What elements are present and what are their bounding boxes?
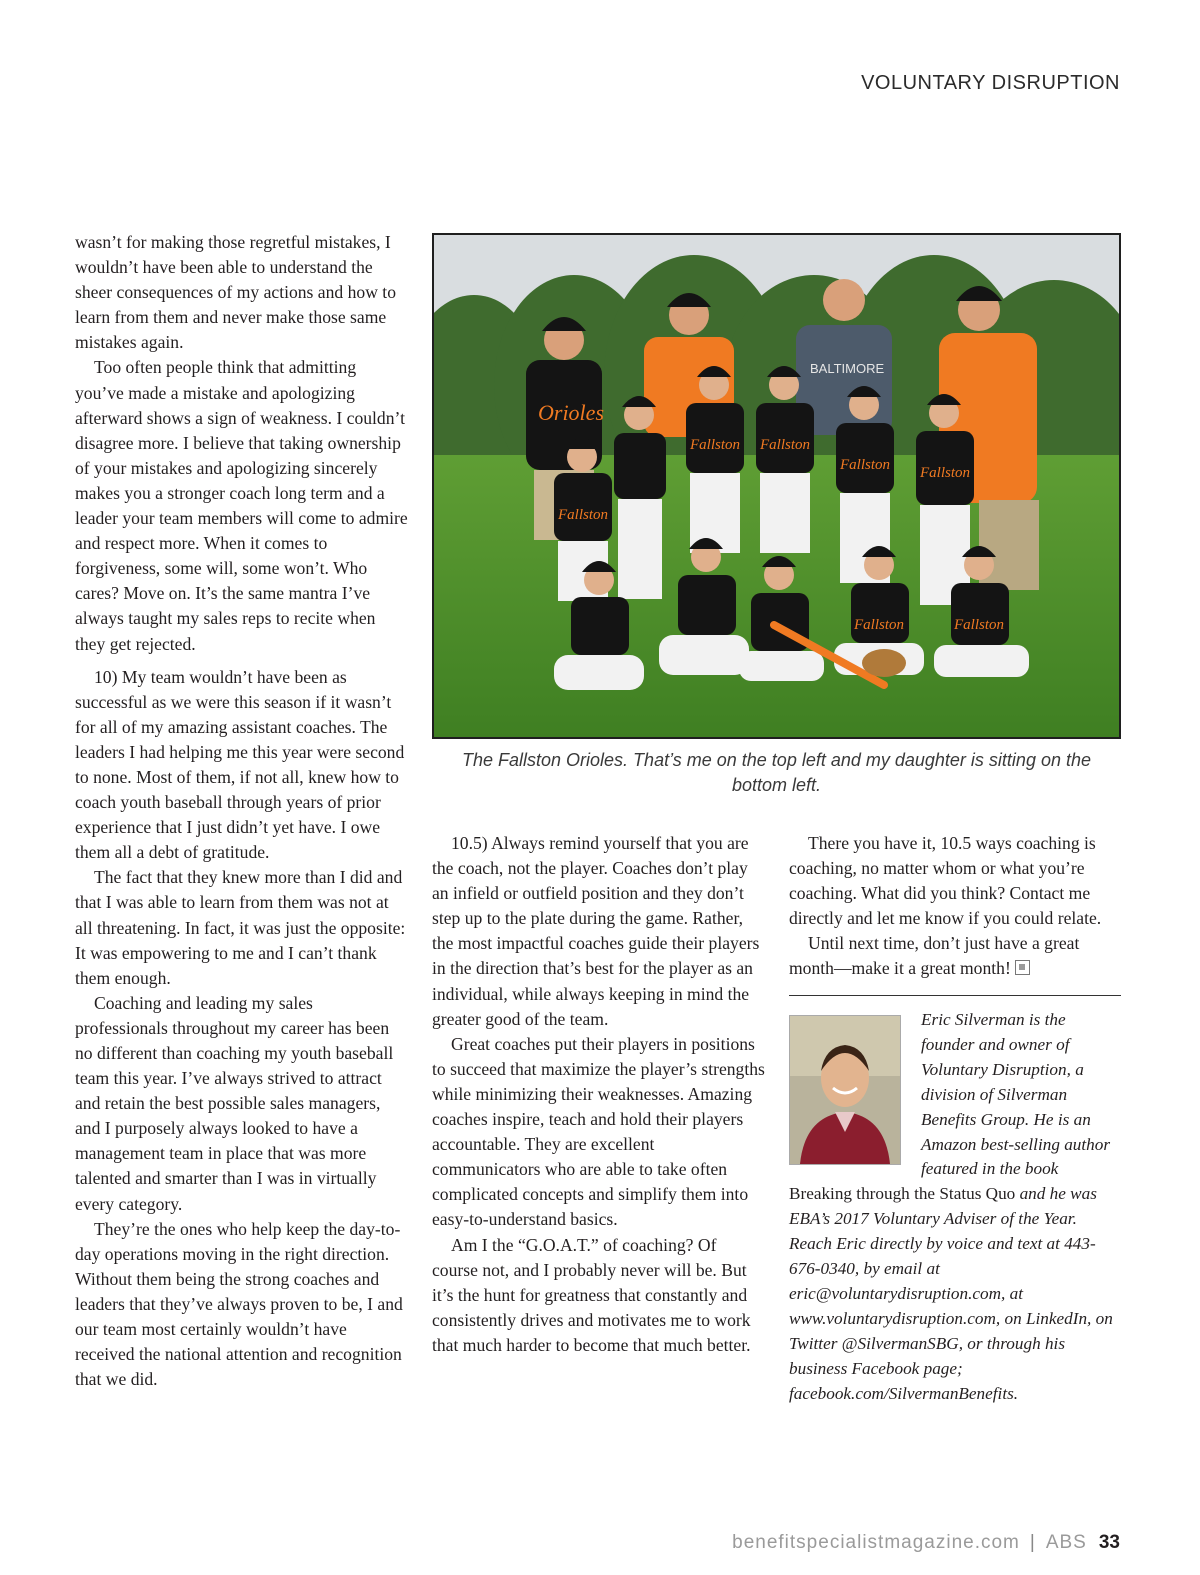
paragraph: Am I the “G.O.A.T.” of coaching? Of course not, and I probably never will be. But it’s the hunt for greatness that constantly and consistently drives and motivates me to work that much harder to become that much better. — [432, 1234, 751, 1355]
shirt-text: Fallston — [690, 437, 741, 453]
page-footer — [732, 1532, 1120, 1554]
author-headshot — [789, 1015, 901, 1165]
paragraph — [789, 931, 1121, 981]
shirt-text: Fallston — [558, 507, 609, 523]
end-of-article-icon — [1015, 960, 1030, 975]
bio-text-continued: and he was EBA’s 2017 Voluntary Adviser of the Year. Reach Eric directly by voice and text at 443-676-0340, by email at eric@voluntarydisruption.com, at www.voluntarydisruption.com, on LinkedIn, on Twitter @SilvermanSBG, or through his business Facebook page; facebook.com/SilvermanBenefits. — [789, 1184, 1113, 1403]
page-number: 33 — [1098, 1532, 1120, 1553]
paragraph: Coaching and leading my sales professionals throughout my career has been no different than coaching my youth baseball team this year. I’ve always strived to attract and retain the best possible sales managers, and I purposely always looked to have a management team in place that was more talented and smarter than I was in virtually every category. — [75, 992, 394, 1214]
footer-publication: ABS — [1045, 1532, 1087, 1553]
shirt-text: Fallston — [840, 457, 891, 473]
closing-sentence: Until next time, don’t just have a great month—make it a great month! — [789, 933, 1080, 979]
shirt-text: Fallston — [920, 465, 971, 481]
shirt-text: Fallston — [954, 617, 1005, 633]
paragraph: Great coaches put their players in positions to succeed that maximize the player’s strengths while minimizing their weaknesses. Amazing coaches inspire, teach and hold their players accountable. They are excellent communicators who are able to take often complicated concepts and simplify them into easy-to-understand basics. — [432, 1033, 765, 1230]
paragraph: 10.5) Always remind yourself that you are the coach, not the player. Coaches don’t play an infield or outfield position and they don’t step up to the plate during the game. Rather, the most impactful coaches guide their players in the direction that’s best for the player as an individual, while always keeping in mind the greater good of the team. — [432, 833, 760, 1029]
article-column-2 — [432, 831, 766, 1358]
book-title: Breaking through the Status Quo — [789, 1184, 1016, 1204]
paragraph: wasn’t for making those regretful mistakes, I wouldn’t have been able to understand the sheer consequences of my actions and how to learn from them and never make those same mistakes again. — [75, 232, 396, 353]
bio-divider — [789, 995, 1121, 996]
paragraph: Too often people think that admitting you’ve made a mistake and apologizing afterward shows a sign of weakness. I couldn’t disagree more. I believe that taking ownership of your mistakes and apologizing sincerely makes you a stronger coach long term and a leader your team members will come to admire and respect more. When it comes to forgiveness, some will, some won’t. Who cares? Move on. It’s the same mantra I’ve always taught my sales reps to recite when they get rejected. — [75, 357, 408, 654]
footer-separator: | — [1029, 1532, 1036, 1553]
author-bio — [789, 1008, 1121, 1407]
paragraph: 10) My team wouldn’t have been as successful as we were this season if it wasn’t for all of my amazing assistant coaches. The leaders I had helping me this year were second to none. Most of them, if not all, knew how to coach youth baseball through years of prior experience that I just didn’t yet have. I owe them all a debt of gratitude. — [75, 666, 405, 863]
photo-caption: The Fallston Orioles. That’s me on the top left and my daughter is sitting on the bottom left. — [462, 750, 1091, 795]
footer-site: benefitspecialistmagazine.com — [732, 1532, 1020, 1553]
article-column-1 — [75, 230, 408, 1392]
shirt-text: Fallston — [854, 617, 905, 633]
section-title: VOLUNTARY DISRUPTION — [861, 72, 1120, 94]
shirt-text: Fallston — [760, 437, 811, 453]
jersey-text: Orioles — [538, 400, 604, 425]
bio-text: Eric Silverman is the founder and owner of Voluntary Disruption, a division of Silverman Benefits Group. He is an Amazon best-selling author featured in the book — [921, 1010, 1111, 1179]
paragraph: There you have it, 10.5 ways coaching is coaching, no matter whom or what you’re coaching. What did you think? Contact me directly and let me know if you could relate. — [789, 833, 1102, 929]
tshirt-text: BALTIMORE — [810, 361, 885, 376]
paragraph: The fact that they knew more than I did and that I was able to learn from them was not at all threatening. In fact, it was just the opposite: It was empowering to me and I can’t thank them enough. — [75, 867, 406, 988]
glove — [862, 649, 906, 677]
paragraph: They’re the ones who help keep the day-to-day operations moving in the right direction. Without them being the strong coaches and leaders that they’ve always proven to be, I and our team most certainly wouldn’t have received the national attention and recognition that we did. — [75, 1218, 403, 1390]
article-column-3 — [789, 831, 1121, 982]
team-photo — [432, 233, 1121, 739]
team-photo-illustration — [434, 235, 1119, 737]
